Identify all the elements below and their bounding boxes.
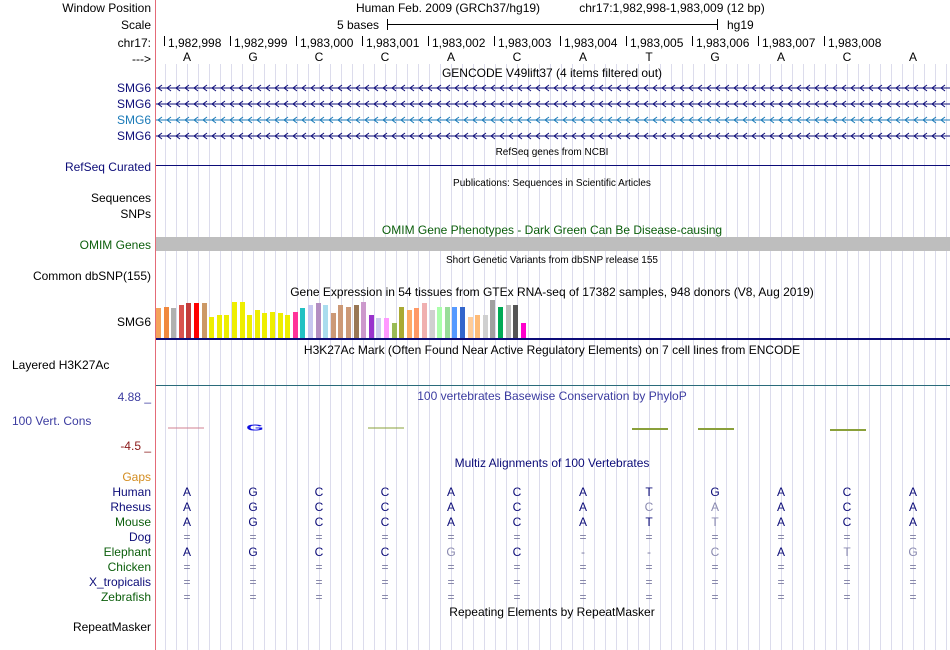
gtex-tissue-bar[interactable] bbox=[217, 315, 222, 338]
grid-line bbox=[693, 64, 694, 650]
gtex-tissue-bar[interactable] bbox=[285, 315, 290, 338]
ruler-tick bbox=[296, 36, 297, 46]
multiz-base: - bbox=[647, 545, 651, 559]
gtex-tissue-bar[interactable] bbox=[392, 323, 397, 338]
multiz-base: A bbox=[908, 500, 917, 514]
multiz-base: = bbox=[513, 590, 521, 604]
phylop-max-label: 4.88 _ bbox=[117, 390, 151, 404]
gencode-gene-track[interactable] bbox=[156, 115, 950, 125]
position-title: chr17:1,982,998-1,983,009 (12 bp) bbox=[579, 1, 765, 15]
multiz-base: = bbox=[381, 590, 389, 604]
multiz-base: = bbox=[315, 575, 323, 589]
gtex-tissue-bar[interactable] bbox=[475, 315, 480, 338]
multiz-base: C bbox=[314, 485, 324, 499]
h3k27ac-track-title: H3K27Ac Mark (Often Found Near Active Regulatory Elements) on 7 cell lines from ENCODE bbox=[303, 343, 801, 357]
ruler-base: C bbox=[512, 50, 522, 64]
omim-gene-bar[interactable] bbox=[156, 237, 950, 251]
track-data-area[interactable] bbox=[156, 0, 950, 650]
multiz-species-label[interactable]: Zebrafish bbox=[100, 590, 151, 604]
multiz-species-label[interactable]: Dog bbox=[128, 530, 151, 544]
gtex-tissue-bar[interactable] bbox=[300, 308, 305, 338]
gtex-tissue-bar[interactable] bbox=[247, 315, 252, 338]
ruler-base: A bbox=[908, 50, 917, 64]
multiz-base: C bbox=[512, 500, 522, 514]
gtex-tissue-bar[interactable] bbox=[240, 302, 245, 338]
multiz-base: = bbox=[315, 530, 323, 544]
multiz-base: A bbox=[578, 515, 587, 529]
dbsnp-track-label[interactable]: Common dbSNP(155) bbox=[32, 269, 151, 283]
gtex-tissue-bar[interactable] bbox=[376, 318, 381, 338]
phylop-track-title: 100 vertebrates Basewise Conservation by PhyloP bbox=[417, 389, 687, 403]
strand-label: ---> bbox=[132, 52, 151, 66]
sequences-track-label[interactable]: Sequences bbox=[90, 191, 151, 205]
multiz-base: A bbox=[776, 485, 785, 499]
multiz-base: = bbox=[513, 530, 521, 544]
gtex-tissue-bar[interactable] bbox=[232, 302, 237, 338]
grid-line bbox=[748, 64, 749, 650]
multiz-base: C bbox=[842, 500, 852, 514]
multiz-base: = bbox=[711, 590, 719, 604]
scale-db: hg19 bbox=[727, 18, 754, 32]
multiz-base: = bbox=[513, 560, 521, 574]
multiz-base: = bbox=[711, 560, 719, 574]
multiz-base: A bbox=[776, 545, 785, 559]
multiz-base: = bbox=[579, 590, 587, 604]
ruler-base: A bbox=[446, 50, 455, 64]
multiz-base: = bbox=[447, 575, 455, 589]
multiz-base: = bbox=[909, 575, 917, 589]
gencode-gene-label[interactable]: SMG6 bbox=[116, 81, 151, 95]
grid-line bbox=[682, 64, 683, 650]
multiz-species-label[interactable]: Elephant bbox=[103, 545, 151, 559]
grid-line bbox=[209, 64, 210, 650]
gtex-tissue-bar[interactable] bbox=[414, 308, 419, 338]
grid-line bbox=[407, 64, 408, 650]
ruler-base: A bbox=[182, 50, 191, 64]
gtex-tissue-bar[interactable] bbox=[399, 307, 404, 338]
gtex-tissue-bar[interactable] bbox=[224, 315, 229, 338]
grid-line bbox=[671, 64, 672, 650]
scale-bar-start bbox=[387, 19, 388, 30]
snps-track-label[interactable]: SNPs bbox=[120, 207, 151, 221]
multiz-base: = bbox=[843, 560, 851, 574]
gtex-tissue-bar[interactable] bbox=[194, 303, 199, 338]
ruler-position: 1,983,006 bbox=[696, 36, 750, 50]
phylop-signal[interactable] bbox=[156, 418, 950, 438]
gtex-track-label[interactable]: SMG6 bbox=[116, 315, 151, 329]
multiz-base: = bbox=[909, 530, 917, 544]
gencode-gene-label[interactable]: SMG6 bbox=[116, 97, 151, 111]
multiz-base: A bbox=[710, 500, 719, 514]
grid-line bbox=[341, 64, 342, 650]
ruler-base: A bbox=[578, 50, 587, 64]
multiz-track-title: Multiz Alignments of 100 Vertebrates bbox=[454, 456, 650, 470]
grid-line bbox=[891, 64, 892, 650]
multiz-base: = bbox=[843, 530, 851, 544]
multiz-base: C bbox=[512, 485, 522, 499]
multiz-base: = bbox=[381, 530, 389, 544]
ruler-tick bbox=[626, 36, 627, 46]
gencode-gene-track[interactable] bbox=[156, 83, 950, 93]
assembly-title: Human Feb. 2009 (GRCh37/hg19) bbox=[355, 1, 541, 15]
scale-label: Scale bbox=[120, 18, 151, 32]
gtex-tissue-bar[interactable] bbox=[346, 307, 351, 338]
ruler-tick bbox=[692, 36, 693, 46]
grid-line bbox=[616, 64, 617, 650]
multiz-base: C bbox=[842, 485, 852, 499]
gtex-tissue-bar[interactable] bbox=[468, 317, 473, 338]
multiz-base: C bbox=[314, 515, 324, 529]
multiz-base: = bbox=[447, 590, 455, 604]
ruler-position: 1,983,005 bbox=[630, 36, 684, 50]
multiz-base: G bbox=[248, 485, 258, 499]
window-position-label: Window Position bbox=[62, 1, 151, 15]
multiz-base: C bbox=[512, 515, 522, 529]
gtex-tissue-bar[interactable] bbox=[278, 313, 283, 338]
multiz-species-label[interactable]: Human bbox=[112, 485, 151, 499]
gtex-tissue-bar[interactable] bbox=[384, 318, 389, 338]
multiz-base: G bbox=[248, 545, 258, 559]
multiz-base: C bbox=[644, 500, 654, 514]
multiz-species-label[interactable]: Chicken bbox=[107, 560, 151, 574]
multiz-base: - bbox=[581, 545, 585, 559]
multiz-base: = bbox=[777, 575, 785, 589]
ruler-position: 1,982,998 bbox=[168, 36, 222, 50]
ruler-tick bbox=[230, 36, 231, 46]
multiz-base: T bbox=[645, 485, 653, 499]
grid-line bbox=[275, 64, 276, 650]
multiz-base: = bbox=[249, 560, 257, 574]
ruler-position: 1,983,000 bbox=[300, 36, 354, 50]
grid-line bbox=[759, 64, 760, 650]
multiz-base: T bbox=[843, 545, 851, 559]
ruler-tick bbox=[758, 36, 759, 46]
phylop-track-label[interactable]: 100 Vert. Cons bbox=[12, 414, 92, 428]
multiz-base: C bbox=[380, 485, 390, 499]
gtex-tissue-bar[interactable] bbox=[171, 308, 176, 338]
multiz-base: A bbox=[182, 485, 191, 499]
gtex-tissue-bar[interactable] bbox=[506, 305, 511, 338]
multiz-base: = bbox=[249, 530, 257, 544]
multiz-base: G bbox=[908, 545, 918, 559]
grid-line bbox=[363, 64, 364, 650]
multiz-base: C bbox=[380, 515, 390, 529]
gtex-baseline bbox=[156, 338, 950, 340]
gtex-tissue-bar[interactable] bbox=[422, 303, 427, 338]
ruler-base: C bbox=[842, 50, 852, 64]
multiz-base: = bbox=[183, 590, 191, 604]
ruler-position: 1,983,007 bbox=[762, 36, 816, 50]
repeatmasker-track-label[interactable]: RepeatMasker bbox=[72, 620, 151, 634]
multiz-base: = bbox=[315, 590, 323, 604]
ruler-base: G bbox=[248, 50, 258, 64]
gencode-gene-track[interactable] bbox=[156, 99, 950, 109]
refseq-track-label[interactable]: RefSeq Curated bbox=[64, 160, 151, 174]
ruler-position: 1,983,002 bbox=[432, 36, 486, 50]
gtex-tissue-bar[interactable] bbox=[430, 310, 435, 338]
gtex-tissue-bar[interactable] bbox=[460, 307, 465, 338]
multiz-base: C bbox=[512, 545, 522, 559]
multiz-base: = bbox=[249, 575, 257, 589]
gtex-tissue-bar[interactable] bbox=[202, 303, 207, 338]
gtex-tissue-bar[interactable] bbox=[262, 313, 267, 338]
gtex-tissue-bar[interactable] bbox=[490, 300, 495, 338]
grid-line bbox=[825, 64, 826, 650]
ruler-base: A bbox=[776, 50, 785, 64]
multiz-base: T bbox=[645, 515, 653, 529]
multiz-base: = bbox=[447, 560, 455, 574]
ruler-position: 1,983,008 bbox=[828, 36, 882, 50]
multiz-species-label[interactable]: Mouse bbox=[114, 515, 151, 529]
gtex-tissue-bar[interactable] bbox=[513, 305, 518, 338]
multiz-base: = bbox=[645, 575, 653, 589]
ruler-tick bbox=[362, 36, 363, 46]
multiz-base: = bbox=[447, 530, 455, 544]
gtex-tissue-bar[interactable] bbox=[445, 307, 450, 338]
gtex-tissue-bar[interactable] bbox=[338, 305, 343, 338]
publications-track-title: Publications: Sequences in Scientific Articles bbox=[453, 178, 651, 189]
multiz-base: G bbox=[248, 500, 258, 514]
repeatmasker-track-title: Repeating Elements by RepeatMasker bbox=[449, 605, 655, 619]
multiz-base: C bbox=[314, 500, 324, 514]
gtex-track-title: Gene Expression in 54 tissues from GTEx RNA-seq of 17382 samples, 948 donors (V8, Aug 2019) bbox=[290, 285, 814, 299]
gencode-track-title: GENCODE V49lift37 (4 items filtered out) bbox=[441, 66, 663, 80]
multiz-base: = bbox=[183, 530, 191, 544]
multiz-base: G bbox=[446, 545, 456, 559]
gtex-tissue-bar[interactable] bbox=[331, 313, 336, 338]
gtex-tissue-bar[interactable] bbox=[308, 305, 313, 338]
ruler-tick bbox=[824, 36, 825, 46]
multiz-base: A bbox=[578, 485, 587, 499]
refseq-track-title: RefSeq genes from NCBI bbox=[495, 147, 609, 158]
grid-line bbox=[880, 64, 881, 650]
gencode-gene-track[interactable] bbox=[156, 131, 950, 141]
h3k27ac-track-label[interactable]: Layered H3K27Ac bbox=[12, 358, 110, 372]
multiz-base: = bbox=[645, 530, 653, 544]
gtex-tissue-bar[interactable] bbox=[316, 303, 321, 338]
h3k27ac-baseline bbox=[156, 385, 950, 386]
multiz-base: = bbox=[249, 590, 257, 604]
gtex-tissue-bar[interactable] bbox=[452, 307, 457, 338]
multiz-base: A bbox=[578, 500, 587, 514]
multiz-base: T bbox=[711, 515, 719, 529]
gtex-tissue-bar[interactable] bbox=[323, 305, 328, 338]
multiz-base: A bbox=[182, 515, 191, 529]
gtex-tissue-bar[interactable] bbox=[255, 310, 260, 338]
multiz-base: = bbox=[843, 575, 851, 589]
ruler-tick bbox=[164, 36, 165, 46]
multiz-base: = bbox=[513, 575, 521, 589]
ruler-base: G bbox=[710, 50, 720, 64]
gtex-bar-chart[interactable] bbox=[156, 298, 556, 338]
multiz-base: = bbox=[381, 575, 389, 589]
multiz-base: = bbox=[843, 590, 851, 604]
gtex-tissue-bar[interactable] bbox=[209, 317, 214, 338]
multiz-base: A bbox=[908, 485, 917, 499]
track-label-column bbox=[0, 0, 155, 650]
gtex-tissue-bar[interactable] bbox=[354, 305, 359, 338]
ruler-position: 1,983,003 bbox=[498, 36, 552, 50]
ruler-base: C bbox=[380, 50, 390, 64]
grid-line bbox=[803, 64, 804, 650]
ruler-position: 1,982,999 bbox=[234, 36, 288, 50]
grid-line bbox=[286, 64, 287, 650]
grid-line bbox=[737, 64, 738, 650]
multiz-base: A bbox=[776, 515, 785, 529]
multiz-base: = bbox=[645, 560, 653, 574]
multiz-base: = bbox=[777, 560, 785, 574]
multiz-base: C bbox=[842, 515, 852, 529]
grid-line bbox=[418, 64, 419, 650]
multiz-base: A bbox=[182, 545, 191, 559]
multiz-base: A bbox=[776, 500, 785, 514]
gencode-gene-label[interactable]: SMG6 bbox=[116, 113, 151, 127]
ruler-tick bbox=[494, 36, 495, 46]
gencode-gene-label[interactable]: SMG6 bbox=[116, 129, 151, 143]
multiz-base: C bbox=[380, 545, 390, 559]
refseq-gene-line[interactable] bbox=[156, 165, 950, 166]
ruler-tick bbox=[428, 36, 429, 46]
grid-line bbox=[165, 64, 166, 650]
multiz-base: A bbox=[182, 500, 191, 514]
ruler-position: 1,983,001 bbox=[366, 36, 420, 50]
multiz-base: = bbox=[711, 530, 719, 544]
grid-line bbox=[484, 64, 485, 650]
grid-line bbox=[297, 64, 298, 650]
multiz-base: A bbox=[446, 485, 455, 499]
multiz-base: = bbox=[645, 590, 653, 604]
multiz-species-label[interactable]: X_tropicalis bbox=[88, 575, 151, 589]
gtex-tissue-bar[interactable] bbox=[361, 302, 366, 338]
gtex-tissue-bar[interactable] bbox=[369, 315, 374, 338]
phylop-mark-g: G bbox=[246, 422, 264, 433]
omim-track-title: OMIM Gene Phenotypes - Dark Green Can Be Disease-causing bbox=[381, 223, 723, 237]
gtex-tissue-bar[interactable] bbox=[164, 307, 169, 338]
multiz-base: = bbox=[711, 575, 719, 589]
multiz-base: = bbox=[315, 560, 323, 574]
grid-line bbox=[946, 64, 947, 650]
multiz-base: = bbox=[777, 530, 785, 544]
multiz-base: C bbox=[314, 545, 324, 559]
ruler-base: T bbox=[645, 50, 653, 64]
multiz-base: = bbox=[579, 575, 587, 589]
multiz-base: A bbox=[908, 515, 917, 529]
gtex-tissue-bar[interactable] bbox=[483, 315, 488, 338]
multiz-base: = bbox=[381, 560, 389, 574]
gtex-tissue-bar[interactable] bbox=[186, 303, 191, 338]
ruler-base: C bbox=[314, 50, 324, 64]
multiz-base: = bbox=[183, 560, 191, 574]
scale-bar bbox=[387, 24, 717, 25]
scale-bar-end bbox=[717, 19, 718, 30]
grid-line bbox=[935, 64, 936, 650]
gtex-tissue-bar[interactable] bbox=[521, 323, 526, 338]
multiz-base: G bbox=[710, 485, 720, 499]
grid-line bbox=[352, 64, 353, 650]
multiz-species-label[interactable]: Rhesus bbox=[110, 500, 151, 514]
grid-line bbox=[869, 64, 870, 650]
gaps-track-label[interactable]: Gaps bbox=[122, 470, 151, 484]
scale-text: 5 bases bbox=[337, 18, 380, 32]
gtex-tissue-bar[interactable] bbox=[156, 308, 161, 338]
multiz-base: C bbox=[710, 545, 720, 559]
multiz-base: C bbox=[380, 500, 390, 514]
gtex-tissue-bar[interactable] bbox=[179, 305, 184, 338]
multiz-base: = bbox=[909, 590, 917, 604]
dbsnp-track-title: Short Genetic Variants from dbSNP release 155 bbox=[446, 255, 658, 266]
grid-line bbox=[231, 64, 232, 650]
grid-line bbox=[220, 64, 221, 650]
multiz-base: = bbox=[579, 530, 587, 544]
gtex-tissue-bar[interactable] bbox=[498, 307, 503, 338]
multiz-base: A bbox=[446, 515, 455, 529]
grid-line bbox=[473, 64, 474, 650]
gtex-tissue-bar[interactable] bbox=[437, 307, 442, 338]
grid-line bbox=[814, 64, 815, 650]
grid-line bbox=[627, 64, 628, 650]
ruler-position: 1,983,004 bbox=[564, 36, 618, 50]
multiz-base: = bbox=[777, 590, 785, 604]
chrom-label: chr17: bbox=[117, 36, 151, 50]
gtex-tissue-bar[interactable] bbox=[407, 310, 412, 338]
multiz-base: = bbox=[183, 575, 191, 589]
gtex-tissue-bar[interactable] bbox=[293, 312, 298, 338]
omim-track-label[interactable]: OMIM Genes bbox=[79, 238, 151, 252]
multiz-base: A bbox=[446, 500, 455, 514]
multiz-base: = bbox=[909, 560, 917, 574]
ruler-tick bbox=[560, 36, 561, 46]
multiz-base: G bbox=[248, 515, 258, 529]
grid-line bbox=[429, 64, 430, 650]
phylop-min-label: -4.5 _ bbox=[120, 439, 151, 453]
multiz-base: = bbox=[579, 560, 587, 574]
gtex-tissue-bar[interactable] bbox=[270, 312, 275, 338]
